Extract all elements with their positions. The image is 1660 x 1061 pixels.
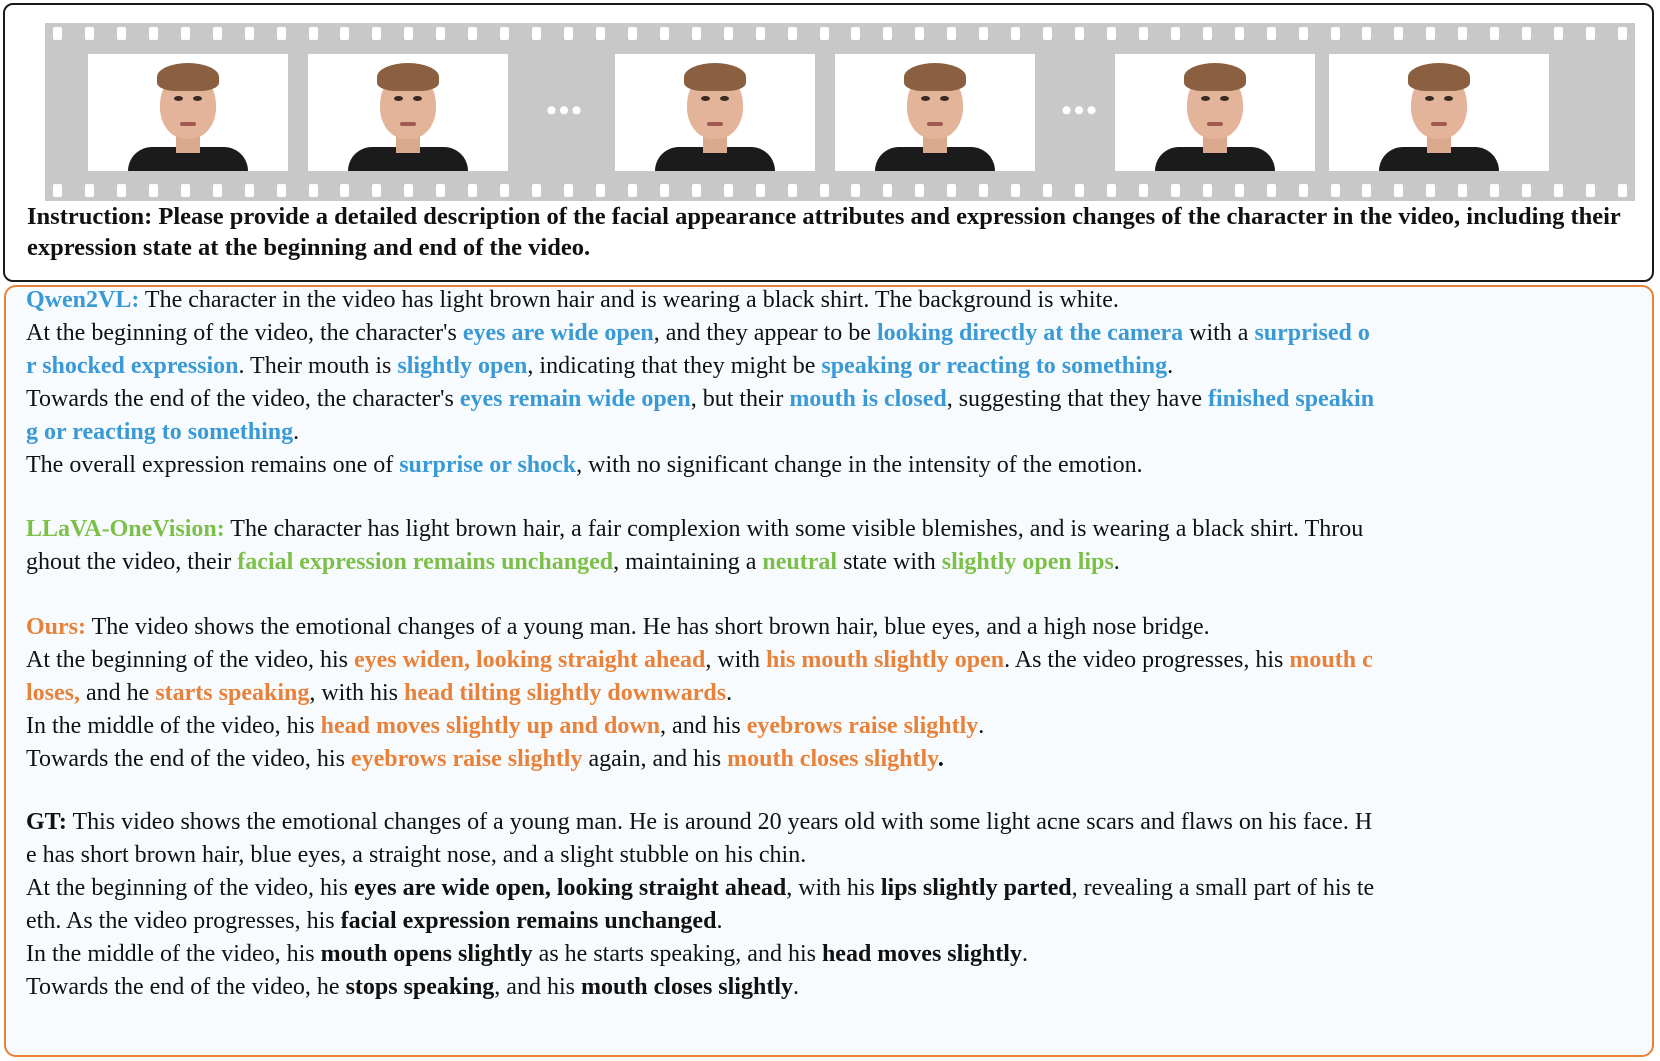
film-perforation bbox=[1490, 27, 1499, 40]
film-perforation bbox=[245, 184, 254, 197]
film-perforation bbox=[181, 27, 190, 40]
film-perforation bbox=[947, 27, 956, 40]
text-segment: , and they appear to be bbox=[653, 320, 877, 346]
film-perforation bbox=[756, 27, 765, 40]
text-segment: In the middle of the video, his bbox=[26, 941, 321, 967]
portrait-hair bbox=[377, 63, 439, 91]
film-perforation bbox=[915, 184, 924, 197]
portrait-figure bbox=[655, 61, 775, 171]
film-perforation bbox=[1139, 184, 1148, 197]
film-perforation bbox=[1299, 184, 1308, 197]
text-segment: again, and his bbox=[582, 746, 728, 772]
highlighted-phrase: eyes widen, looking straight ahead bbox=[353, 647, 706, 673]
film-perforation bbox=[436, 27, 445, 40]
portrait-eye-r bbox=[193, 96, 202, 101]
highlighted-phrase: eyes remain wide open bbox=[459, 386, 691, 412]
film-perforation bbox=[1107, 27, 1116, 40]
text-segment: At the beginning of the video, his bbox=[26, 875, 354, 901]
text-segment: . As the video progresses, his bbox=[1004, 647, 1290, 673]
text-segment: , revealing a small part of his te bbox=[1071, 875, 1375, 901]
video-frame-4 bbox=[835, 54, 1035, 171]
video-filmstrip bbox=[45, 23, 1635, 201]
qwen-line bbox=[26, 350, 1641, 383]
film-perforation bbox=[1331, 184, 1340, 197]
portrait-figure bbox=[1155, 61, 1275, 171]
film-perforation bbox=[1522, 27, 1531, 40]
text-segment: Towards the end of the video, the character's bbox=[26, 386, 460, 412]
film-perforation bbox=[85, 27, 94, 40]
film-perforation bbox=[1458, 184, 1467, 197]
highlighted-phrase: slightly open bbox=[397, 353, 528, 379]
highlighted-phrase: mouth is closed bbox=[789, 386, 947, 412]
film-perforation bbox=[1426, 27, 1435, 40]
film-perforation bbox=[1458, 27, 1467, 40]
text-segment: At the beginning of the video, the character's bbox=[26, 320, 463, 346]
highlighted-phrase: slightly open lips bbox=[941, 549, 1114, 575]
ours-line bbox=[26, 743, 1641, 776]
film-perforation bbox=[1586, 184, 1595, 197]
film-perforation bbox=[1203, 184, 1212, 197]
highlighted-phrase: neutral bbox=[762, 549, 838, 575]
film-perforation bbox=[724, 184, 733, 197]
text-segment: , and his bbox=[494, 974, 581, 1000]
film-perforation bbox=[1043, 27, 1052, 40]
text-segment: Towards the end of the video, he bbox=[26, 974, 346, 1000]
highlighted-phrase: g or reacting to something bbox=[26, 419, 294, 445]
film-perforation bbox=[309, 184, 318, 197]
text-segment: The video shows the emotional changes of a young man. He has short brown hair, blue eyes, and a high nose bridge. bbox=[91, 614, 1210, 640]
text-segment: ghout the video, their bbox=[26, 549, 238, 575]
film-perforation bbox=[404, 27, 413, 40]
film-perforation bbox=[340, 27, 349, 40]
portrait-mouth bbox=[400, 122, 416, 126]
ours-output bbox=[26, 611, 1641, 776]
film-perforation bbox=[1331, 27, 1340, 40]
text-segment: , with bbox=[705, 647, 766, 673]
film-perforation bbox=[277, 184, 286, 197]
film-perforation bbox=[820, 184, 829, 197]
highlighted-phrase: finished speakin bbox=[1207, 386, 1375, 412]
highlighted-phrase: head tilting slightly downwards bbox=[404, 680, 727, 706]
film-perforation bbox=[915, 27, 924, 40]
qwen-output bbox=[26, 284, 1641, 482]
text-segment: . bbox=[978, 713, 985, 739]
gt-line bbox=[26, 806, 1641, 839]
portrait-eye-l bbox=[701, 96, 710, 101]
film-perforation bbox=[851, 184, 860, 197]
ours-line bbox=[26, 710, 1641, 743]
film-perforation bbox=[1171, 27, 1180, 40]
film-perforation bbox=[596, 184, 605, 197]
film-perforation bbox=[468, 184, 477, 197]
frames-ellipsis-2: ••• bbox=[1061, 94, 1099, 127]
text-segment: . bbox=[293, 419, 300, 445]
film-perforation bbox=[1554, 184, 1563, 197]
highlighted-phrase: starts speaking bbox=[155, 680, 310, 706]
film-perforation bbox=[1394, 184, 1403, 197]
gt-output bbox=[26, 806, 1641, 1004]
film-perforation bbox=[404, 184, 413, 197]
portrait-eye-r bbox=[413, 96, 422, 101]
text-segment: . bbox=[1021, 941, 1028, 967]
film-perforation bbox=[1203, 27, 1212, 40]
film-perforation bbox=[372, 27, 381, 40]
text-segment: . bbox=[1167, 353, 1174, 379]
qwen-line bbox=[26, 317, 1641, 350]
frames-ellipsis-1: ••• bbox=[546, 94, 584, 127]
text-segment: , with his bbox=[309, 680, 405, 706]
portrait-hair bbox=[1184, 63, 1246, 91]
film-perforation bbox=[1618, 27, 1627, 40]
film-perforation bbox=[1075, 27, 1084, 40]
portrait-eye-l bbox=[1425, 96, 1434, 101]
film-perforation bbox=[851, 27, 860, 40]
text-segment: as he starts speaking, and his bbox=[532, 941, 822, 967]
film-perforation bbox=[628, 27, 637, 40]
text-segment: This video shows the emotional changes of a young man. He is around 20 years old with some light acne scars and flaws on his face. H bbox=[72, 809, 1373, 835]
text-segment: , with no significant change in the intensity of the emotion. bbox=[576, 452, 1143, 478]
video-frame-5 bbox=[1115, 54, 1315, 171]
film-perforation bbox=[309, 27, 318, 40]
film-perforation bbox=[692, 184, 701, 197]
llava-line bbox=[26, 546, 1641, 579]
highlighted-phrase: speaking or reacting to something bbox=[821, 353, 1168, 379]
film-perforation bbox=[372, 184, 381, 197]
film-perforation bbox=[245, 27, 254, 40]
text-segment: with a bbox=[1183, 320, 1255, 346]
video-frame-6 bbox=[1329, 54, 1549, 171]
film-perforation bbox=[947, 184, 956, 197]
highlighted-phrase: eyebrows raise slightly bbox=[746, 713, 979, 739]
film-perforation bbox=[1394, 27, 1403, 40]
film-perforation bbox=[1043, 184, 1052, 197]
text-segment: The overall expression remains one of bbox=[26, 452, 400, 478]
film-perforation bbox=[117, 184, 126, 197]
portrait-mouth bbox=[180, 122, 196, 126]
film-perforation bbox=[1267, 27, 1276, 40]
portrait-figure bbox=[128, 61, 248, 171]
film-perforation bbox=[1490, 184, 1499, 197]
highlighted-phrase: mouth opens slightly bbox=[320, 941, 533, 967]
film-perforation bbox=[564, 184, 573, 197]
text-segment: e has short brown hair, blue eyes, a straight nose, and a slight stubble on his chin. bbox=[26, 842, 807, 868]
highlighted-phrase: his mouth slightly open bbox=[766, 647, 1005, 673]
qwen-line bbox=[26, 449, 1641, 482]
highlighted-phrase: eyebrows raise slightly bbox=[350, 746, 583, 772]
film-perforation bbox=[213, 27, 222, 40]
film-perforation bbox=[85, 184, 94, 197]
qwen-line bbox=[26, 416, 1641, 449]
highlighted-phrase: head moves slightly bbox=[821, 941, 1022, 967]
text-segment: eth. As the video progresses, his bbox=[26, 908, 341, 934]
portrait-eye-l bbox=[1201, 96, 1210, 101]
text-segment: At the beginning of the video, his bbox=[26, 647, 354, 673]
film-perforation bbox=[1522, 184, 1531, 197]
film-perforations-top bbox=[53, 27, 1627, 40]
portrait-mouth bbox=[927, 122, 943, 126]
film-perforation bbox=[1267, 184, 1276, 197]
highlighted-phrase: r shocked expression bbox=[26, 353, 239, 379]
llava-line bbox=[26, 513, 1641, 546]
gt-line bbox=[26, 938, 1641, 971]
film-perforation bbox=[1107, 184, 1116, 197]
film-perforation bbox=[596, 27, 605, 40]
text-segment: and he bbox=[80, 680, 156, 706]
film-perforation bbox=[53, 27, 62, 40]
text-segment: , indicating that they might be bbox=[527, 353, 822, 379]
text-segment: , but their bbox=[690, 386, 790, 412]
film-perforation bbox=[1235, 184, 1244, 197]
film-perforation bbox=[979, 184, 988, 197]
film-perforation bbox=[532, 27, 541, 40]
model-outputs-panel bbox=[4, 285, 1654, 1057]
film-perforation bbox=[1362, 184, 1371, 197]
film-perforation bbox=[436, 184, 445, 197]
llava-output bbox=[26, 513, 1641, 579]
portrait-hair bbox=[684, 63, 746, 91]
portrait-eye-r bbox=[1220, 96, 1229, 101]
text-segment: The character has light brown hair, a fair complexion with some visible blemishes, and is wearing a black shirt. Throu bbox=[230, 516, 1364, 542]
highlighted-phrase: facial expression remains unchanged bbox=[237, 549, 614, 575]
film-perforation bbox=[1299, 27, 1308, 40]
highlighted-phrase: stops speaking bbox=[345, 974, 495, 1000]
portrait-eye-r bbox=[1444, 96, 1453, 101]
gt-line bbox=[26, 971, 1641, 1004]
film-perforation bbox=[500, 184, 509, 197]
llava-label: LLaVA-OneVision: bbox=[26, 516, 225, 542]
qwen-line bbox=[26, 383, 1641, 416]
film-perforation bbox=[820, 27, 829, 40]
film-perforation bbox=[149, 27, 158, 40]
portrait-mouth bbox=[1431, 122, 1447, 126]
highlighted-phrase: mouth c bbox=[1289, 647, 1373, 673]
film-perforation bbox=[149, 184, 158, 197]
text-segment: . Their mouth is bbox=[238, 353, 398, 379]
film-perforation bbox=[979, 27, 988, 40]
film-perforation bbox=[277, 27, 286, 40]
film-perforation bbox=[724, 27, 733, 40]
portrait-eye-l bbox=[174, 96, 183, 101]
ours-line bbox=[26, 644, 1641, 677]
film-perforation bbox=[883, 184, 892, 197]
highlighted-phrase: eyes are wide open bbox=[462, 320, 654, 346]
ours-line bbox=[26, 611, 1641, 644]
video-frame-3 bbox=[615, 54, 815, 171]
gt-line bbox=[26, 905, 1641, 938]
film-perforation bbox=[1011, 184, 1020, 197]
video-frame-2 bbox=[308, 54, 508, 171]
film-perforation bbox=[500, 27, 509, 40]
film-perforation bbox=[532, 184, 541, 197]
film-perforation bbox=[628, 184, 637, 197]
portrait-hair bbox=[1408, 63, 1470, 91]
film-perforation bbox=[660, 27, 669, 40]
highlighted-phrase: mouth closes slightly bbox=[580, 974, 793, 1000]
film-perforation bbox=[340, 184, 349, 197]
text-segment: , and his bbox=[660, 713, 747, 739]
film-perforation bbox=[564, 27, 573, 40]
highlighted-phrase: loses, bbox=[26, 680, 80, 706]
film-perforation bbox=[1011, 27, 1020, 40]
film-perforation bbox=[53, 184, 62, 197]
video-instruction-panel bbox=[3, 3, 1654, 282]
film-perforation bbox=[1586, 27, 1595, 40]
film-perforations-bottom bbox=[53, 184, 1627, 197]
portrait-mouth bbox=[707, 122, 723, 126]
portrait-hair bbox=[157, 63, 219, 91]
film-perforation bbox=[692, 27, 701, 40]
text-segment: . bbox=[716, 908, 723, 934]
video-frame-1 bbox=[88, 54, 288, 171]
text-segment: . bbox=[726, 680, 733, 706]
film-perforation bbox=[788, 184, 797, 197]
gt-line bbox=[26, 872, 1641, 905]
instruction-text: Instruction: Please provide a detailed description of the facial appearance attributes and expression changes of the character in the video, including their expression state at the beginning and end of the video. bbox=[27, 203, 1621, 261]
portrait-eye-r bbox=[720, 96, 729, 101]
highlighted-phrase: eyes are wide open, looking straight ahead bbox=[353, 875, 787, 901]
film-perforation bbox=[660, 184, 669, 197]
portrait-eye-l bbox=[921, 96, 930, 101]
film-perforation bbox=[1235, 27, 1244, 40]
text-segment: Towards the end of the video, his bbox=[26, 746, 351, 772]
text-segment: . bbox=[1113, 549, 1120, 575]
portrait-mouth bbox=[1207, 122, 1223, 126]
gt-line bbox=[26, 839, 1641, 872]
highlighted-phrase: lips slightly parted bbox=[880, 875, 1072, 901]
film-perforation bbox=[1618, 184, 1627, 197]
ours-label: Ours: bbox=[26, 614, 86, 640]
text-segment: , suggesting that they have bbox=[946, 386, 1208, 412]
portrait-figure bbox=[875, 61, 995, 171]
film-perforation bbox=[213, 184, 222, 197]
portrait-figure bbox=[1379, 61, 1499, 171]
highlighted-phrase: head moves slightly up and down bbox=[320, 713, 661, 739]
portrait-eye-r bbox=[940, 96, 949, 101]
film-perforation bbox=[788, 27, 797, 40]
qwen-line bbox=[26, 284, 1641, 317]
highlighted-phrase: surprise or shock bbox=[399, 452, 577, 478]
ours-line bbox=[26, 677, 1641, 710]
film-perforation bbox=[756, 184, 765, 197]
highlighted-phrase: surprised o bbox=[1254, 320, 1370, 346]
film-perforation bbox=[1554, 27, 1563, 40]
highlighted-phrase: mouth closes slightly bbox=[727, 746, 938, 772]
film-perforation bbox=[117, 27, 126, 40]
film-perforation bbox=[1139, 27, 1148, 40]
film-perforation bbox=[1075, 184, 1084, 197]
film-perforation bbox=[468, 27, 477, 40]
text-segment: . bbox=[792, 974, 799, 1000]
film-perforation bbox=[1426, 184, 1435, 197]
text-segment: The character in the video has light brown hair and is wearing a black shirt. The background is white. bbox=[144, 287, 1119, 313]
portrait-figure bbox=[348, 61, 468, 171]
highlighted-phrase: looking directly at the camera bbox=[876, 320, 1184, 346]
qwen-label: Qwen2VL: bbox=[26, 287, 140, 313]
gt-label: GT: bbox=[26, 809, 67, 835]
film-perforation bbox=[883, 27, 892, 40]
text-segment: state with bbox=[837, 549, 942, 575]
text-segment: , with his bbox=[786, 875, 881, 901]
text-segment: , maintaining a bbox=[613, 549, 763, 575]
film-perforation bbox=[1362, 27, 1371, 40]
highlighted-phrase: facial expression remains unchanged bbox=[340, 908, 717, 934]
film-perforation bbox=[181, 184, 190, 197]
film-perforation bbox=[1171, 184, 1180, 197]
portrait-hair bbox=[904, 63, 966, 91]
highlighted-phrase: . bbox=[937, 746, 944, 772]
portrait-eye-l bbox=[394, 96, 403, 101]
text-segment: In the middle of the video, his bbox=[26, 713, 321, 739]
